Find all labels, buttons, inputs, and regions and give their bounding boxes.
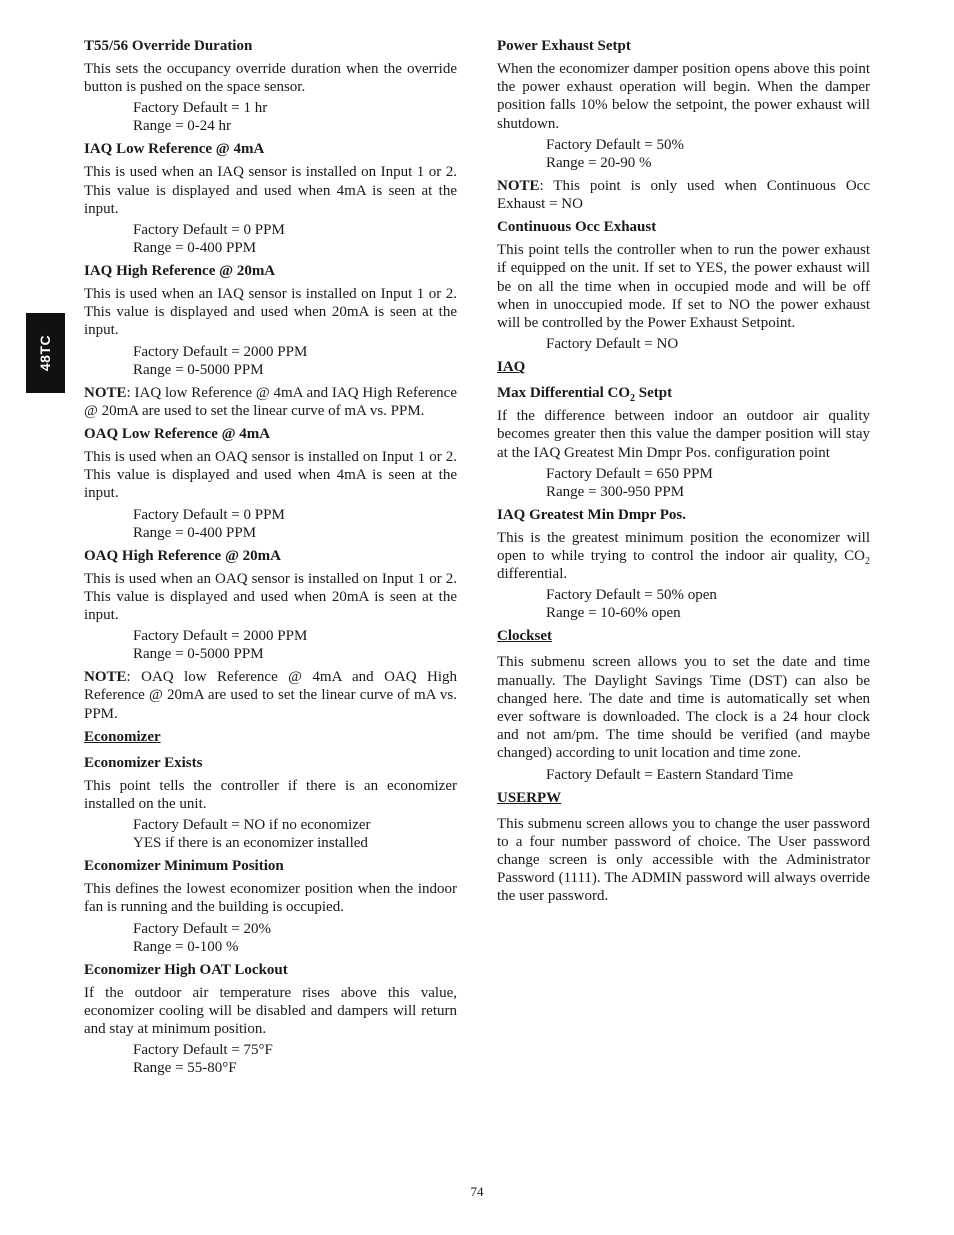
econ-exists-text: This point tells the controller if there is an economizer installed on the unit. <box>84 777 457 813</box>
coe-heading: Continuous Occ Exhaust <box>497 219 657 236</box>
clockset-default: Factory Default = Eastern Standard Time <box>546 766 794 783</box>
userpw-text: This submenu screen allows you to change the user password to a four number password of choice. The User password change screen is only accessible with the Administrator Password (1111). The ADMIN password will always override the user password. <box>497 815 870 905</box>
oaq-low-default: Factory Default = 0 PPM <box>133 506 285 523</box>
econ-exists-heading: Economizer Exists <box>84 754 203 771</box>
iaq-high-values <box>84 343 457 379</box>
right-column <box>497 37 870 909</box>
maxdiff-text: If the difference between indoor an outdoor air quality becomes greater then this value the damper position will stay at the IAQ Greatest Min Dmpr Pos. configuration point <box>497 408 870 461</box>
iaq-high-heading: IAQ High Reference @ 20mA <box>84 263 276 280</box>
iaq-low-range: Range = 0-400 PPM <box>133 240 257 257</box>
t55-values <box>84 99 457 135</box>
coe-default: Factory Default = NO <box>546 336 679 353</box>
oaq-note-label: NOTE <box>84 669 127 686</box>
iaq-high-default: Factory Default = 2000 PPM <box>133 343 308 360</box>
oaq-high-values <box>84 627 457 663</box>
econ-exists-default: Factory Default = NO if no economizer <box>133 817 371 834</box>
iaqmin-heading: IAQ Greatest Min Dmpr Pos. <box>497 506 687 523</box>
pe-note-label: NOTE <box>497 177 540 194</box>
t55-range: Range = 0-24 hr <box>133 118 232 135</box>
left-column <box>84 37 457 1082</box>
pe-note <box>497 177 870 213</box>
iaqmin-text <box>497 529 870 584</box>
iaq-note-text: : IAQ low Reference @ 4mA and IAQ High Reference @ 20mA are used to set the linear curve of mA vs. PPM. <box>84 384 457 419</box>
econ-oat-heading: Economizer High OAT Lockout <box>84 961 288 978</box>
side-tab <box>26 313 65 393</box>
iaqmin-text-main: This is the greatest minimum position the economizer will open to while trying to control the indoor air quality, CO <box>497 529 870 565</box>
iaqmin-values <box>497 586 870 622</box>
oaq-high-text: This is used when an OAQ sensor is installed on Input 1 or 2. This value is displayed and used when 20mA is seen at the input. <box>84 570 457 624</box>
page-number: 74 <box>470 1184 484 1199</box>
t55-default: Factory Default = 1 hr <box>133 100 268 117</box>
oaq-low-heading: OAQ Low Reference @ 4mA <box>84 426 271 443</box>
pe-text: When the economizer damper position opens above this point the power exhaust operation will begin. When the damper position falls 10% below the setpoint, the power exhaust will shutdown. <box>497 61 870 132</box>
econ-min-heading: Economizer Minimum Position <box>84 858 284 875</box>
maxdiff-heading-main: Max Differential CO <box>497 385 631 402</box>
iaqmin-default: Factory Default = 50% open <box>546 587 717 604</box>
clockset-values <box>497 766 870 784</box>
maxdiff-range: Range = 300-950 PPM <box>546 483 685 500</box>
t55-heading: T55/56 Override Duration <box>84 38 253 54</box>
maxdiff-heading-sub: 2 <box>630 393 636 405</box>
t55-text: This sets the occupancy override duration when the override button is pushed on the space sensor. <box>84 61 457 96</box>
pe-default: Factory Default = 50% <box>546 136 685 153</box>
economizer-section-title: Economizer <box>84 728 161 745</box>
oaq-low-text: This is used when an OAQ sensor is installed on Input 1 or 2. This value is displayed and used when 4mA is seen at the input. <box>84 449 457 502</box>
pe-note-text: : This point is only used when Continuous Occ Exhaust = NO <box>497 177 870 213</box>
iaq-high-range: Range = 0-5000 PPM <box>133 361 264 378</box>
userpw-section-title: USERPW <box>497 789 562 806</box>
iaq-note-label: NOTE <box>84 384 127 401</box>
iaq-high-text: This is used when an IAQ sensor is installed on Input 1 or 2. This value is displayed and used when 20mA is seen at the input. <box>84 286 457 339</box>
clockset-section-title: Clockset <box>497 628 552 645</box>
econ-min-values <box>84 920 457 956</box>
oaq-low-values <box>84 506 457 542</box>
maxdiff-heading <box>497 384 870 405</box>
iaqmin-range: Range = 10-60% open <box>546 605 681 622</box>
econ-oat-text: If the outdoor air temperature rises above this value, economizer cooling will be disabled and dampers will return and stay at minimum position. <box>84 984 457 1038</box>
maxdiff-heading-tail: Setpt <box>635 385 673 402</box>
oaq-low-range: Range = 0-400 PPM <box>133 524 257 541</box>
iaq-note <box>84 384 457 420</box>
oaq-high-range: Range = 0-5000 PPM <box>133 646 264 663</box>
side-tab-label: 48TC <box>37 334 54 372</box>
econ-exists-values <box>84 816 457 852</box>
econ-oat-range: Range = 55-80°F <box>133 1060 237 1077</box>
coe-text: This point tells the controller when to run the power exhaust if equipped on the unit. If set to YES, the power exhaust will be on all the time when in occupied mode and will be off when in unoccupied mode. If set to NO the power exhaust will be controlled by the Power Exhaust Setpoint. <box>497 242 870 332</box>
oaq-high-default: Factory Default = 2000 PPM <box>133 628 308 645</box>
iaq-section-title: IAQ <box>497 359 526 376</box>
iaqmin-text-tail: differential. <box>497 566 568 583</box>
pe-values <box>497 136 870 172</box>
maxdiff-values <box>497 465 870 501</box>
oaq-note-text: : OAQ low Reference @ 4mA and OAQ High Reference @ 20mA are used to set the linear curve of mA vs. PPM. <box>84 669 457 722</box>
clockset-text: This submenu screen allows you to set the date and time manually. The Daylight Savings Time (DST) can also be changed here. The date and time is automatically set when ever software is downloaded. The clock is a 24 hour clock and not am/pm. The time should be verified (and maybe changed) according to unit location and time zone. <box>497 654 870 762</box>
iaq-low-text: This is used when an IAQ sensor is installed on Input 1 or 2. This value is displayed and used when 4mA is seen at the input. <box>84 164 457 217</box>
coe-values <box>497 335 870 353</box>
econ-min-default: Factory Default = 20% <box>133 920 272 937</box>
econ-oat-values <box>84 1041 457 1077</box>
oaq-high-heading: OAQ High Reference @ 20mA <box>84 547 281 564</box>
iaqmin-text-sub: 2 <box>865 556 870 568</box>
oaq-note <box>84 668 457 723</box>
econ-oat-default: Factory Default = 75°F <box>133 1042 273 1059</box>
econ-min-range: Range = 0-100 % <box>133 938 239 955</box>
pe-range: Range = 20-90 % <box>546 154 652 171</box>
pe-heading: Power Exhaust Setpt <box>497 38 631 54</box>
iaq-low-default: Factory Default = 0 PPM <box>133 222 285 239</box>
iaq-low-values <box>84 221 457 257</box>
maxdiff-default: Factory Default = 650 PPM <box>546 465 713 482</box>
econ-exists-default-alt: YES if there is an economizer installed <box>133 835 368 852</box>
econ-min-text: This defines the lowest economizer position when the indoor fan is running and the building is occupied. <box>84 881 457 916</box>
iaq-low-heading: IAQ Low Reference @ 4mA <box>84 141 265 158</box>
